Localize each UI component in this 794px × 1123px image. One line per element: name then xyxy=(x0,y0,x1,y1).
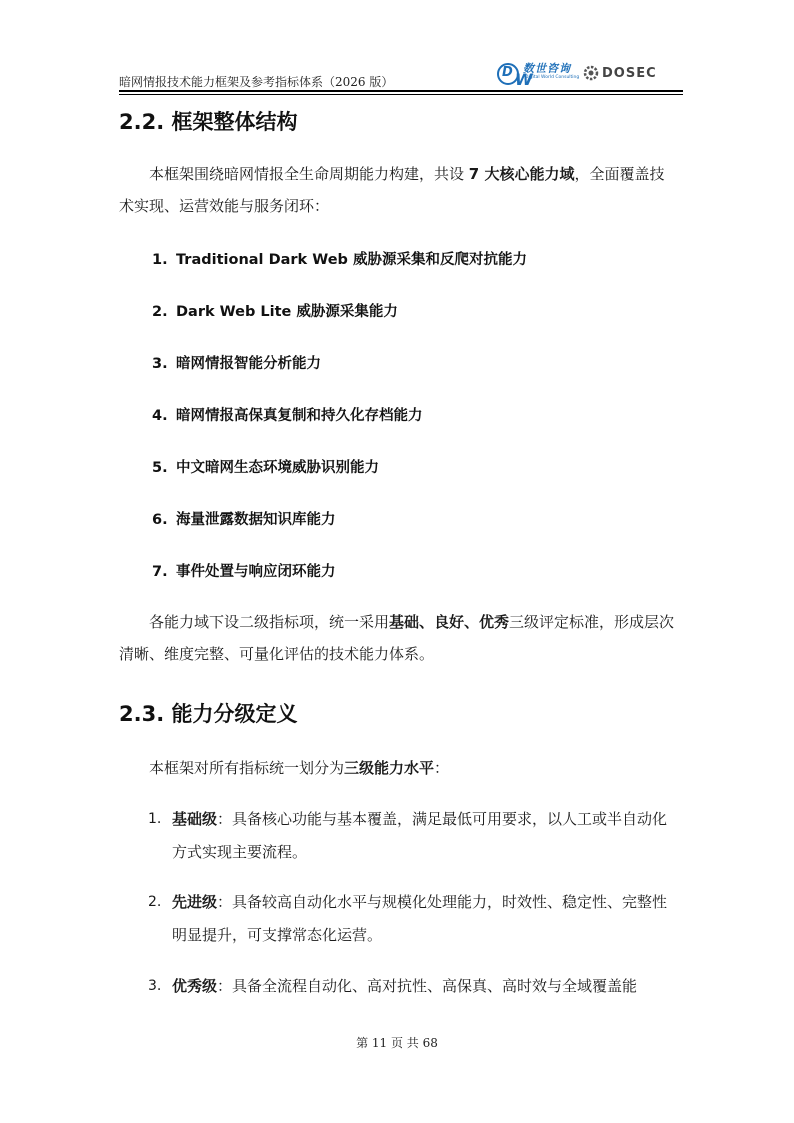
page-number: 第 11 页 共 68 xyxy=(356,1036,438,1050)
list-item: 6. 海量泄露数据知识库能力 xyxy=(152,512,336,528)
list-item: 4. 暗网情报高保真复制和持久化存档能力 xyxy=(152,408,423,424)
section-2-2-intro: 本框架围绕暗网情报全生命周期能力构建，共设 7 大核心能力域，全面覆盖技术实现、运营效能与服务闭环： xyxy=(119,165,665,215)
header-rule-thick xyxy=(119,90,683,92)
level-definition: 3. 优秀级：具备全流程自动化、高对抗性、高保真、高时效与全域覆盖能 xyxy=(148,977,638,995)
list-item: 7. 事件处置与响应闭环能力 xyxy=(152,564,336,580)
document-title: 暗网情报技术能力框架及参考指标体系（2026 版） xyxy=(119,75,394,89)
level-definition: 1. 基础级：具备核心功能与基本覆盖，满足最低可用要求，以人工或半自动化方式实现主要流程。 xyxy=(148,810,668,861)
digital-world-consulting-logo: D W 数世咨询 Digital World Consulting xyxy=(497,60,577,88)
section-heading-2-2: 2.2. 框架整体结构 xyxy=(119,110,298,134)
dosec-logo: DOSEC xyxy=(582,64,682,84)
level-definition: 2. 先进级：具备较高自动化水平与规模化处理能力，时效性、稳定性、完整性明显提升，可支撑常态化运营。 xyxy=(148,893,668,944)
list-item: 1. Traditional Dark Web 威胁源采集和反爬对抗能力 xyxy=(152,252,527,268)
list-item: 3. 暗网情报智能分析能力 xyxy=(152,356,321,372)
section-2-3-intro: 本框架对所有指标统一划分为三级能力水平： xyxy=(149,759,450,777)
list-item: 5. 中文暗网生态环境威胁识别能力 xyxy=(152,460,379,476)
dosec-gear-icon xyxy=(582,64,600,82)
list-item: 2. Dark Web Lite 威胁源采集能力 xyxy=(152,304,398,320)
section-heading-2-3: 2.3. 能力分级定义 xyxy=(119,702,298,726)
section-2-2-outro: 各能力域下设二级指标项，统一采用基础、良好、优秀三级评定标准，形成层次清晰、维度完整、可量化评估的技术能力体系。 xyxy=(119,613,675,663)
header-rule-thin xyxy=(119,94,683,95)
